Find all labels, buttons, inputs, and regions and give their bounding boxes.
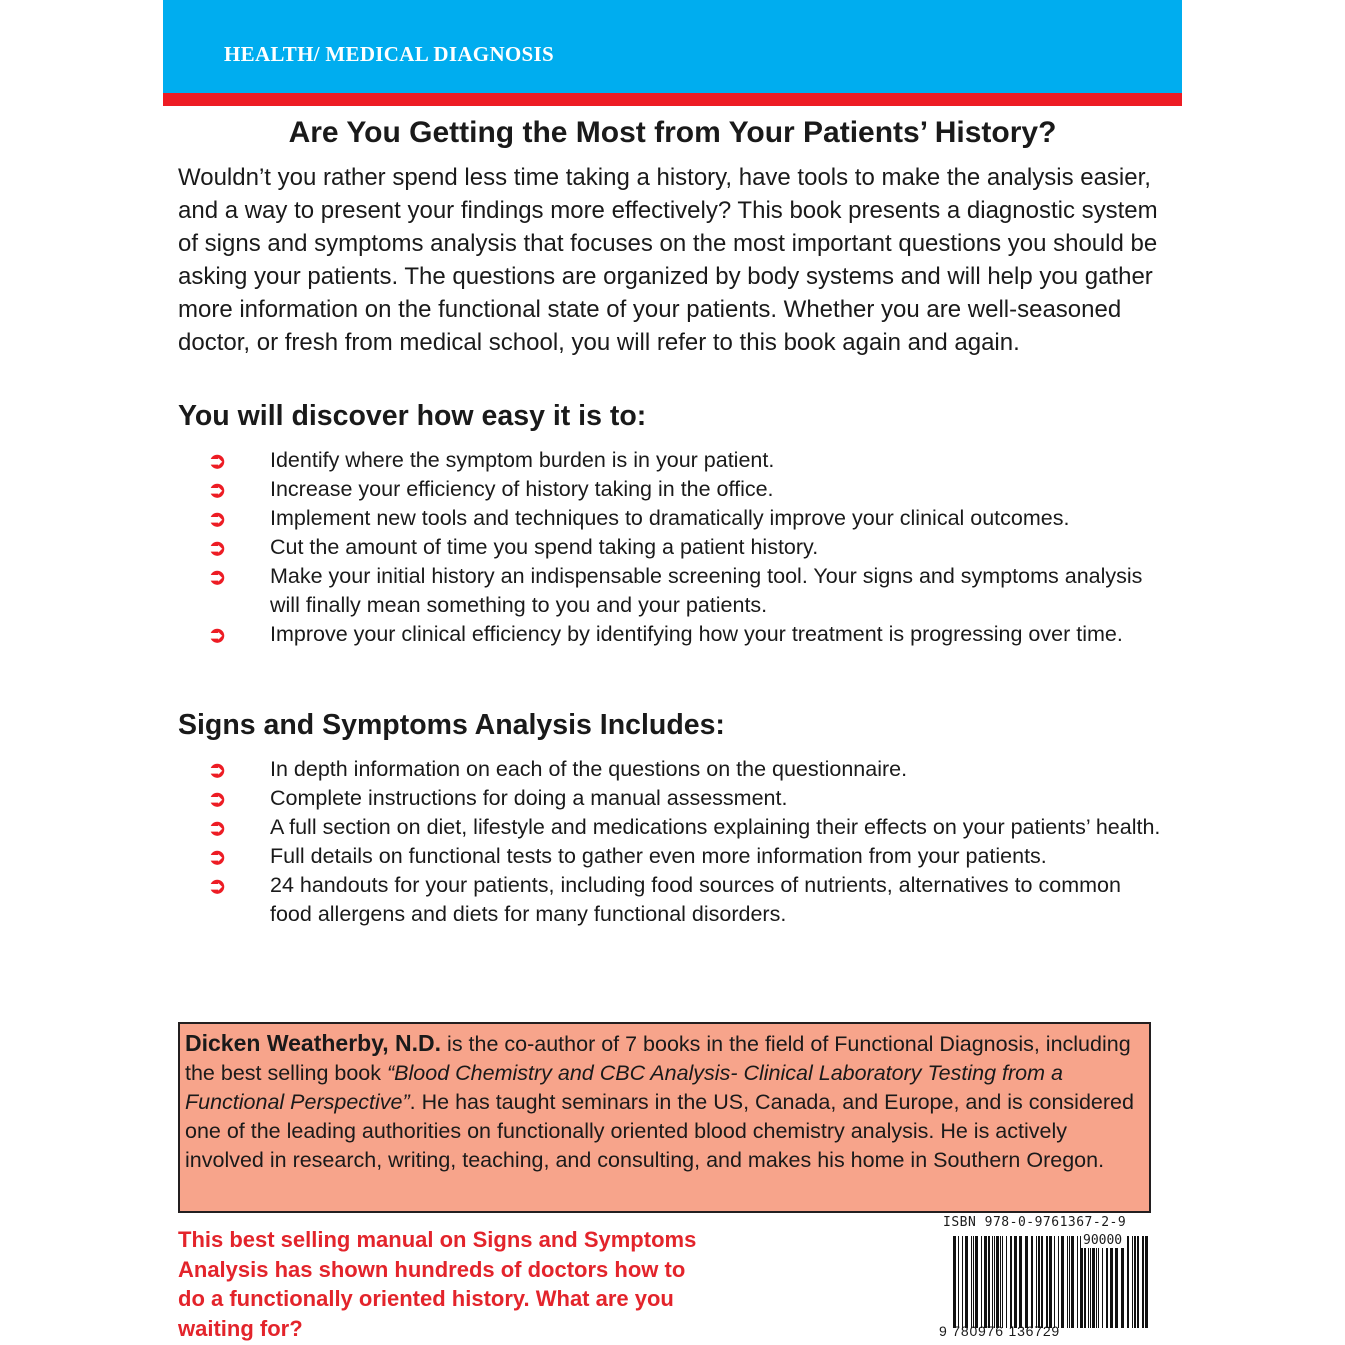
- barcode-bar: [1092, 1236, 1095, 1328]
- barcode-bar: [992, 1236, 993, 1328]
- isbn-label: ISBN 978-0-9761367-2-9: [943, 1215, 1127, 1230]
- barcode-bar: [1142, 1236, 1144, 1328]
- discover-heading: You will discover how easy it is to:: [178, 400, 647, 432]
- barcode-bar: [1041, 1236, 1043, 1328]
- barcode-bar: [996, 1236, 999, 1328]
- barcode-bar: [1088, 1236, 1089, 1328]
- red-arrow-bullet-icon: ➲: [208, 873, 227, 898]
- barcode-bar: [962, 1236, 963, 1328]
- barcode-bar: [1121, 1236, 1124, 1328]
- barcode-bar: [1110, 1236, 1113, 1328]
- barcode-bar: [1084, 1236, 1086, 1328]
- barcode-bar: [953, 1236, 956, 1328]
- barcode-bar: [1038, 1236, 1040, 1328]
- barcode-bar: [981, 1236, 982, 1328]
- barcode-bar: [1096, 1236, 1097, 1328]
- barcode-bar: [994, 1236, 995, 1328]
- red-arrow-bullet-icon: ➲: [208, 448, 227, 473]
- author-bio: Dicken Weatherby, N.D. is the co-author of 7 books in the field of Functional Diagnosis, including the best selling book “Blood Chemistry and CBC Analysis- Clinical Laboratory Testing from a Functional Perspective”. He has taught seminars in the US, Canada, and Europe, and is considered one of the leading authorities on functionally oriented blood chemistry analysis. He is actively involved in research, writing, teaching, and consulting, and makes his home in Southern Oregon.: [185, 1030, 1134, 1172]
- barcode-bar: [1106, 1236, 1108, 1328]
- red-arrow-bullet-icon: ➲: [208, 477, 227, 502]
- list-item: ➲ Make your initial history an indispensable screening tool. Your signs and symptoms analysis will finally mean something to you and your patients.: [208, 564, 1143, 617]
- barcode-bar: [975, 1236, 978, 1328]
- barcode-bar: [1102, 1236, 1103, 1328]
- barcode-bar: [1132, 1236, 1133, 1328]
- list-item: ➲ Cut the amount of time you spend taking a patient history.: [208, 535, 819, 560]
- barcode-bar: [1058, 1236, 1059, 1328]
- barcode-bar: [971, 1236, 972, 1328]
- barcode-bar: [1000, 1236, 1001, 1328]
- barcode-bar: [1014, 1236, 1017, 1328]
- list-item: ➲ 24 handouts for your patients, including food sources of nutrients, alternatives to common food allergens and diets for many functional disorders.: [208, 873, 1121, 926]
- barcode-bar: [1134, 1236, 1136, 1328]
- intro-paragraph: Wouldn’t you rather spend less time taking a history, have tools to make the analysis easier, and a way to present your findings more effectively? This book presents a diagnostic system of signs and symptoms analysis that focuses on the most important questions you should be asking your patients. The questions are organized by body systems and will help you gather more information on the functional state of your patients. Whether you are well-seasoned doctor, or fresh from medical school, you will refer to this book again and again.: [178, 164, 1158, 356]
- red-divider: [163, 93, 1182, 106]
- barcode-bar: [1049, 1236, 1052, 1328]
- barcode-bar: [1077, 1236, 1078, 1328]
- barcode-bar: [1046, 1236, 1048, 1328]
- barcode-bar: [1006, 1236, 1007, 1328]
- promo-text: This best selling manual on Signs and Symptoms Analysis has shown hundreds of doctors how to do a functionally oriented history. What are you waiting for?: [178, 1227, 697, 1341]
- list-item: ➲ Improve your clinical efficiency by identifying how your treatment is progressing over time.: [208, 622, 1123, 647]
- red-arrow-bullet-icon: ➲: [208, 506, 227, 531]
- list-item: ➲ Identify where the symptom burden is in your patient.: [208, 448, 775, 473]
- red-arrow-bullet-icon: ➲: [208, 815, 227, 840]
- includes-list: [163, 755, 1163, 929]
- barcode-bar: [1098, 1236, 1099, 1328]
- discover-list: [163, 446, 1163, 649]
- price-code: 90000: [1083, 1233, 1123, 1248]
- barcode-bar: [1069, 1236, 1070, 1328]
- barcode-bar: [1031, 1236, 1033, 1328]
- list-item: ➲ A full section on diet, lifestyle and medications explaining their effects on your patients’ health.: [208, 815, 1161, 840]
- barcode-icon: [953, 1236, 1153, 1328]
- barcode-bar: [1019, 1236, 1022, 1328]
- barcode-bar: [1002, 1236, 1003, 1328]
- barcode-bar: [965, 1236, 968, 1328]
- barcode-bar: [1061, 1236, 1064, 1328]
- red-arrow-bullet-icon: ➲: [208, 564, 227, 589]
- author-name: Dicken Weatherby, N.D.: [185, 1030, 442, 1056]
- barcode-bar: [1090, 1236, 1091, 1328]
- barcode-bar: [1054, 1236, 1055, 1328]
- barcode-bar: [984, 1236, 987, 1328]
- list-item: ➲ Full details on functional tests to gather even more information from your patients.: [208, 844, 1047, 869]
- red-arrow-bullet-icon: ➲: [208, 535, 227, 560]
- headline: Are You Getting the Most from Your Patients’ History?: [288, 116, 1057, 149]
- red-arrow-bullet-icon: ➲: [208, 786, 227, 811]
- barcode-bar: [1025, 1236, 1028, 1328]
- red-arrow-bullet-icon: ➲: [208, 757, 227, 782]
- list-item: ➲ Increase your efficiency of history taking in the office.: [208, 477, 774, 502]
- barcode-bar: [988, 1236, 990, 1328]
- barcode-bar: [1010, 1236, 1012, 1328]
- barcode-bar: [1137, 1236, 1139, 1328]
- barcode-bar: [1036, 1236, 1037, 1328]
- list-item: ➲ Implement new tools and techniques to dramatically improve your clinical outcomes.: [208, 506, 1070, 531]
- category-label: HEALTH/ MEDICAL DIAGNOSIS: [224, 42, 554, 66]
- includes-heading: Signs and Symptoms Analysis Includes:: [178, 709, 725, 741]
- red-arrow-bullet-icon: ➲: [208, 622, 227, 647]
- list-item: ➲ Complete instructions for doing a manual assessment.: [208, 786, 788, 811]
- barcode-bar: [1145, 1236, 1148, 1328]
- barcode-bar: [1127, 1236, 1129, 1328]
- book-back-cover: [163, 0, 1182, 1345]
- barcode-bar: [1067, 1236, 1068, 1328]
- red-arrow-bullet-icon: ➲: [208, 844, 227, 869]
- barcode-bar: [1080, 1236, 1083, 1328]
- list-item: ➲ In depth information on each of the questions on the questionnaire.: [208, 757, 908, 782]
- barcode-bar: [958, 1236, 959, 1328]
- book-title: “Blood Chemistry and CBC Analysis- Clinical Laboratory Testing from a Functional Perspective”: [185, 1061, 1063, 1114]
- barcode-digits: 9 780976 136729: [939, 1323, 1060, 1339]
- author-bio-box: [178, 1022, 1151, 1213]
- barcode-bar: [1071, 1236, 1074, 1328]
- top-color-bar: [163, 0, 1182, 93]
- barcode-bar: [1115, 1236, 1118, 1328]
- barcode-bar: [973, 1236, 974, 1328]
